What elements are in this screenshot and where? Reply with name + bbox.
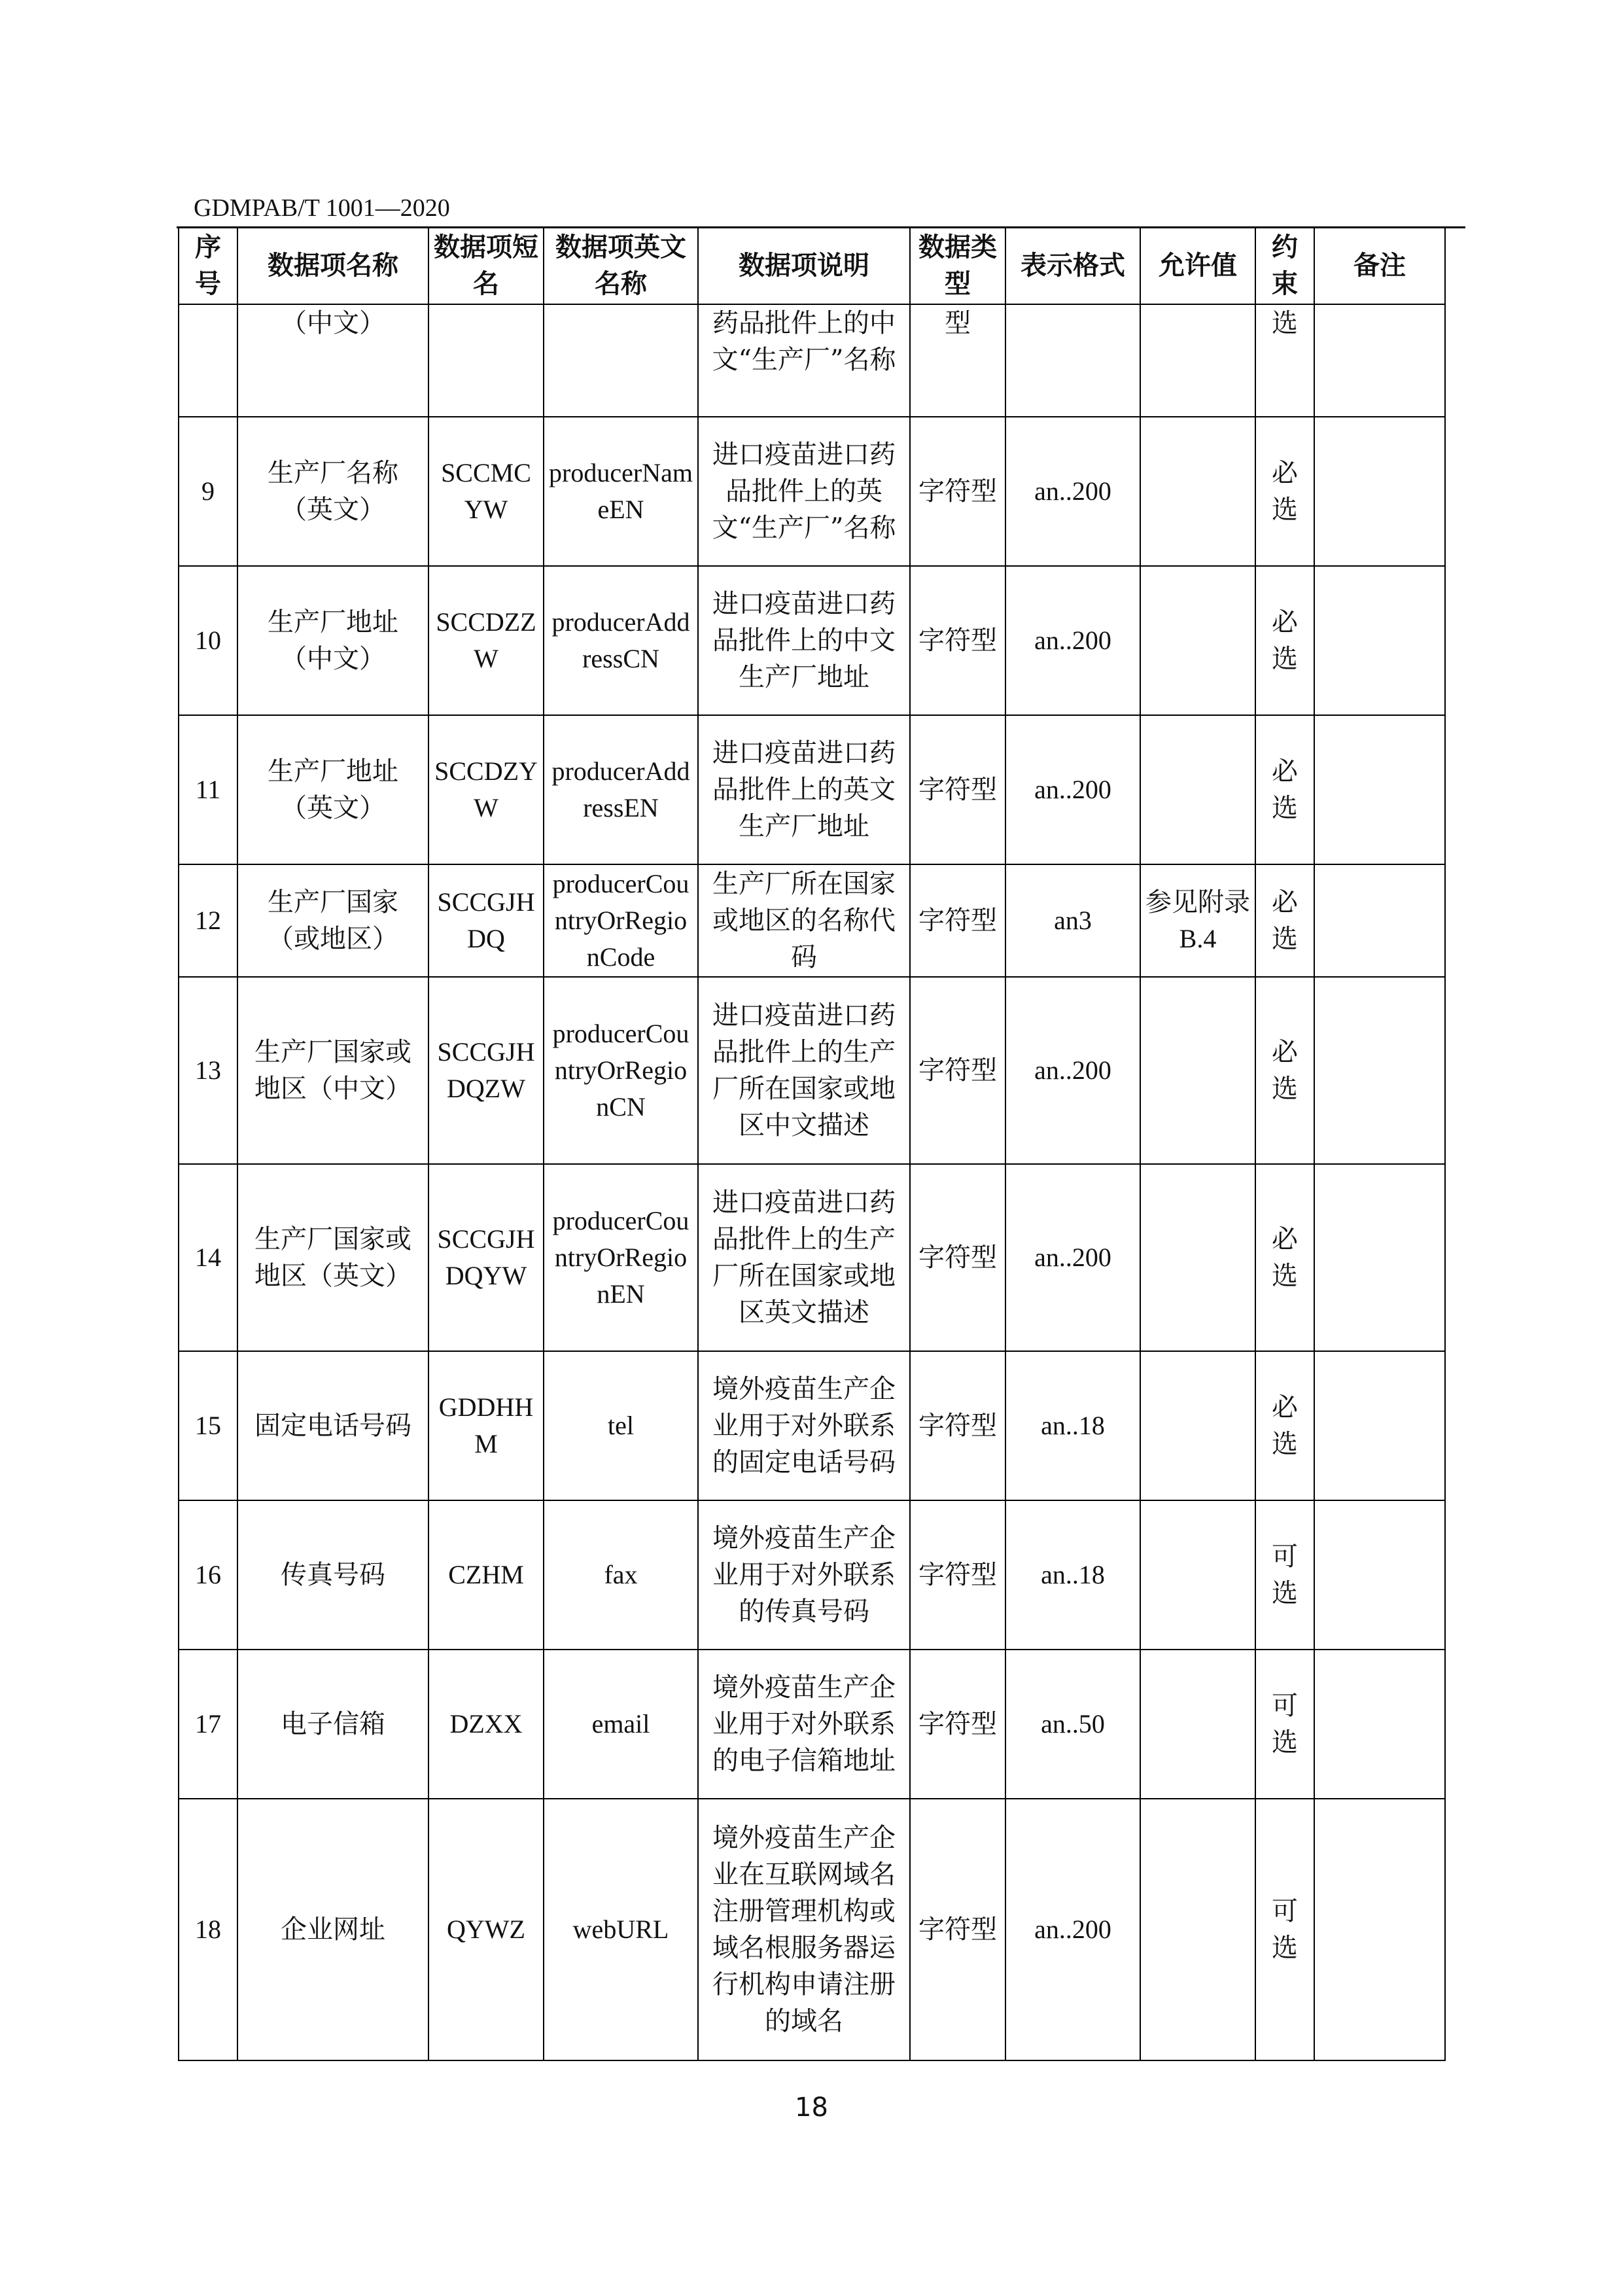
- allowed-values-cell: [1140, 417, 1255, 566]
- item-name-cell: 生产厂国家（或地区）: [237, 864, 428, 977]
- english-name-cell: producerCountryOrRegionCN: [544, 977, 698, 1164]
- data-type-cell: 字符型: [910, 1799, 1005, 2060]
- note-cell: [1314, 1164, 1445, 1351]
- constraint-cell: 必选: [1255, 566, 1314, 715]
- note-cell: [1314, 304, 1445, 417]
- document-code: GDMPAB/T 1001—2020: [194, 194, 450, 222]
- description-cell: 进口疫苗进口药品批件上的英文生产厂地址: [698, 715, 910, 864]
- row-number-cell: 14: [179, 1164, 237, 1351]
- table-row: [179, 715, 1445, 864]
- note-cell: [1314, 1500, 1445, 1650]
- item-name-cell: 生产厂名称（英文）: [237, 417, 428, 566]
- description-cell: 境外疫苗生产企业在互联网域名注册管理机构或域名根服务器运行机构申请注册的域名: [698, 1799, 910, 2060]
- format-cell: [1005, 304, 1140, 417]
- format-cell: an..200: [1005, 1164, 1140, 1351]
- note-cell: [1314, 864, 1445, 977]
- note-cell: [1314, 417, 1445, 566]
- row-number-cell: 12: [179, 864, 237, 977]
- header-cell-note: 备注: [1314, 227, 1445, 304]
- data-type-cell: 字符型: [910, 1351, 1005, 1500]
- allowed-values-cell: [1140, 977, 1255, 1164]
- constraint-cell: 选: [1255, 304, 1314, 417]
- allowed-values-cell: [1140, 566, 1255, 715]
- english-name-cell: producerAddressCN: [544, 566, 698, 715]
- allowed-values-cell: [1140, 1500, 1255, 1650]
- constraint-cell: 必选: [1255, 977, 1314, 1164]
- format-cell: an..200: [1005, 417, 1140, 566]
- format-cell: an..200: [1005, 977, 1140, 1164]
- row-number-cell: 16: [179, 1500, 237, 1650]
- short-name-cell: SCCDZZW: [428, 566, 544, 715]
- item-name-cell: 固定电话号码: [237, 1351, 428, 1500]
- short-name-cell: SCCGJHDQ: [428, 864, 544, 977]
- row-number-cell: 9: [179, 417, 237, 566]
- allowed-values-cell: [1140, 1650, 1255, 1799]
- description-cell: 境外疫苗生产企业用于对外联系的传真号码: [698, 1500, 910, 1650]
- short-name-cell: SCCDZYW: [428, 715, 544, 864]
- row-number-cell: 13: [179, 977, 237, 1164]
- table-row: [179, 1500, 1445, 1650]
- description-cell: 进口疫苗进口药品批件上的中文生产厂地址: [698, 566, 910, 715]
- header-cell-allowed: 允许值: [1140, 227, 1255, 304]
- row-number-cell: 11: [179, 715, 237, 864]
- item-name-cell: 生产厂国家或地区（英文）: [237, 1164, 428, 1351]
- data-type-cell: 型: [910, 304, 1005, 417]
- constraint-cell: 必选: [1255, 715, 1314, 864]
- note-cell: [1314, 715, 1445, 864]
- english-name-cell: producerCountryOrRegionCode: [544, 864, 698, 977]
- item-name-cell: （中文）: [237, 304, 428, 417]
- data-type-cell: 字符型: [910, 566, 1005, 715]
- short-name-cell: SCCMCYW: [428, 417, 544, 566]
- description-cell: 生产厂所在国家或地区的名称代码: [698, 864, 910, 977]
- data-type-cell: 字符型: [910, 1650, 1005, 1799]
- table-row: [179, 566, 1445, 715]
- short-name-cell: QYWZ: [428, 1799, 544, 2060]
- constraint-cell: 可选: [1255, 1799, 1314, 2060]
- constraint-cell: 必选: [1255, 864, 1314, 977]
- english-name-cell: producerCountryOrRegionEN: [544, 1164, 698, 1351]
- short-name-cell: DZXX: [428, 1650, 544, 1799]
- data-type-cell: 字符型: [910, 1164, 1005, 1351]
- description-cell: 药品批件上的中文“生产厂”名称: [698, 304, 910, 417]
- format-cell: an..200: [1005, 566, 1140, 715]
- description-cell: 进口疫苗进口药品批件上的生产厂所在国家或地区中文描述: [698, 977, 910, 1164]
- note-cell: [1314, 1650, 1445, 1799]
- constraint-cell: 必选: [1255, 417, 1314, 566]
- english-name-cell: webURL: [544, 1799, 698, 2060]
- note-cell: [1314, 566, 1445, 715]
- header-cell-no: 序号: [179, 227, 237, 304]
- table-row: [179, 1799, 1445, 2060]
- table-row: [179, 1351, 1445, 1500]
- row-number-cell: 15: [179, 1351, 237, 1500]
- description-cell: 进口疫苗进口药品批件上的生产厂所在国家或地区英文描述: [698, 1164, 910, 1351]
- allowed-values-cell: [1140, 304, 1255, 417]
- format-cell: an..200: [1005, 715, 1140, 864]
- header-cell-type: 数据类型: [910, 227, 1005, 304]
- description-cell: 进口疫苗进口药品批件上的英文“生产厂”名称: [698, 417, 910, 566]
- header-cell-format: 表示格式: [1005, 227, 1140, 304]
- format-cell: an..50: [1005, 1650, 1140, 1799]
- format-cell: an..18: [1005, 1500, 1140, 1650]
- item-name-cell: 生产厂国家或地区（中文）: [237, 977, 428, 1164]
- format-cell: an3: [1005, 864, 1140, 977]
- allowed-values-cell: [1140, 1799, 1255, 2060]
- constraint-cell: 必选: [1255, 1164, 1314, 1351]
- page-number: 18: [795, 2093, 828, 2123]
- format-cell: an..18: [1005, 1351, 1140, 1500]
- table-row: [179, 304, 1445, 417]
- note-cell: [1314, 1351, 1445, 1500]
- allowed-values-cell: [1140, 715, 1255, 864]
- english-name-cell: [544, 304, 698, 417]
- table-row: [179, 977, 1445, 1164]
- short-name-cell: SCCGJHDQYW: [428, 1164, 544, 1351]
- row-number-cell: 10: [179, 566, 237, 715]
- row-number-cell: 18: [179, 1799, 237, 2060]
- item-name-cell: 生产厂地址（中文）: [237, 566, 428, 715]
- constraint-cell: 可选: [1255, 1650, 1314, 1799]
- note-cell: [1314, 1799, 1445, 2060]
- note-cell: [1314, 977, 1445, 1164]
- row-number-cell: 17: [179, 1650, 237, 1799]
- english-name-cell: producerAddressEN: [544, 715, 698, 864]
- table-row: [179, 417, 1445, 566]
- format-cell: an..200: [1005, 1799, 1140, 2060]
- constraint-cell: 必选: [1255, 1351, 1314, 1500]
- short-name-cell: [428, 304, 544, 417]
- table-row: [179, 1650, 1445, 1799]
- data-type-cell: 字符型: [910, 1500, 1005, 1650]
- english-name-cell: fax: [544, 1500, 698, 1650]
- allowed-values-cell: [1140, 1164, 1255, 1351]
- allowed-values-cell: 参见附录 B.4: [1140, 864, 1255, 977]
- description-cell: 境外疫苗生产企业用于对外联系的固定电话号码: [698, 1351, 910, 1500]
- header-cell-en: 数据项英文名称: [544, 227, 698, 304]
- header-cell-short: 数据项短名: [428, 227, 544, 304]
- header-cell-desc: 数据项说明: [698, 227, 910, 304]
- short-name-cell: SCCGJHDQZW: [428, 977, 544, 1164]
- data-type-cell: 字符型: [910, 977, 1005, 1164]
- item-name-cell: 电子信箱: [237, 1650, 428, 1799]
- header-cell-name: 数据项名称: [237, 227, 428, 304]
- item-name-cell: 生产厂地址（英文）: [237, 715, 428, 864]
- description-cell: 境外疫苗生产企业用于对外联系的电子信箱地址: [698, 1650, 910, 1799]
- data-type-cell: 字符型: [910, 864, 1005, 977]
- short-name-cell: CZHM: [428, 1500, 544, 1650]
- data-type-cell: 字符型: [910, 715, 1005, 864]
- constraint-cell: 可选: [1255, 1500, 1314, 1650]
- header-cell-constraint: 约束: [1255, 227, 1314, 304]
- data-item-table: [178, 226, 1446, 2061]
- short-name-cell: GDDHHM: [428, 1351, 544, 1500]
- table-header-row: [179, 227, 1445, 304]
- data-type-cell: 字符型: [910, 417, 1005, 566]
- table-row: [179, 1164, 1445, 1351]
- english-name-cell: producerNameEN: [544, 417, 698, 566]
- row-number-cell: [179, 304, 237, 417]
- english-name-cell: tel: [544, 1351, 698, 1500]
- allowed-values-cell: [1140, 1351, 1255, 1500]
- english-name-cell: email: [544, 1650, 698, 1799]
- item-name-cell: 企业网址: [237, 1799, 428, 2060]
- table-row: [179, 864, 1445, 977]
- item-name-cell: 传真号码: [237, 1500, 428, 1650]
